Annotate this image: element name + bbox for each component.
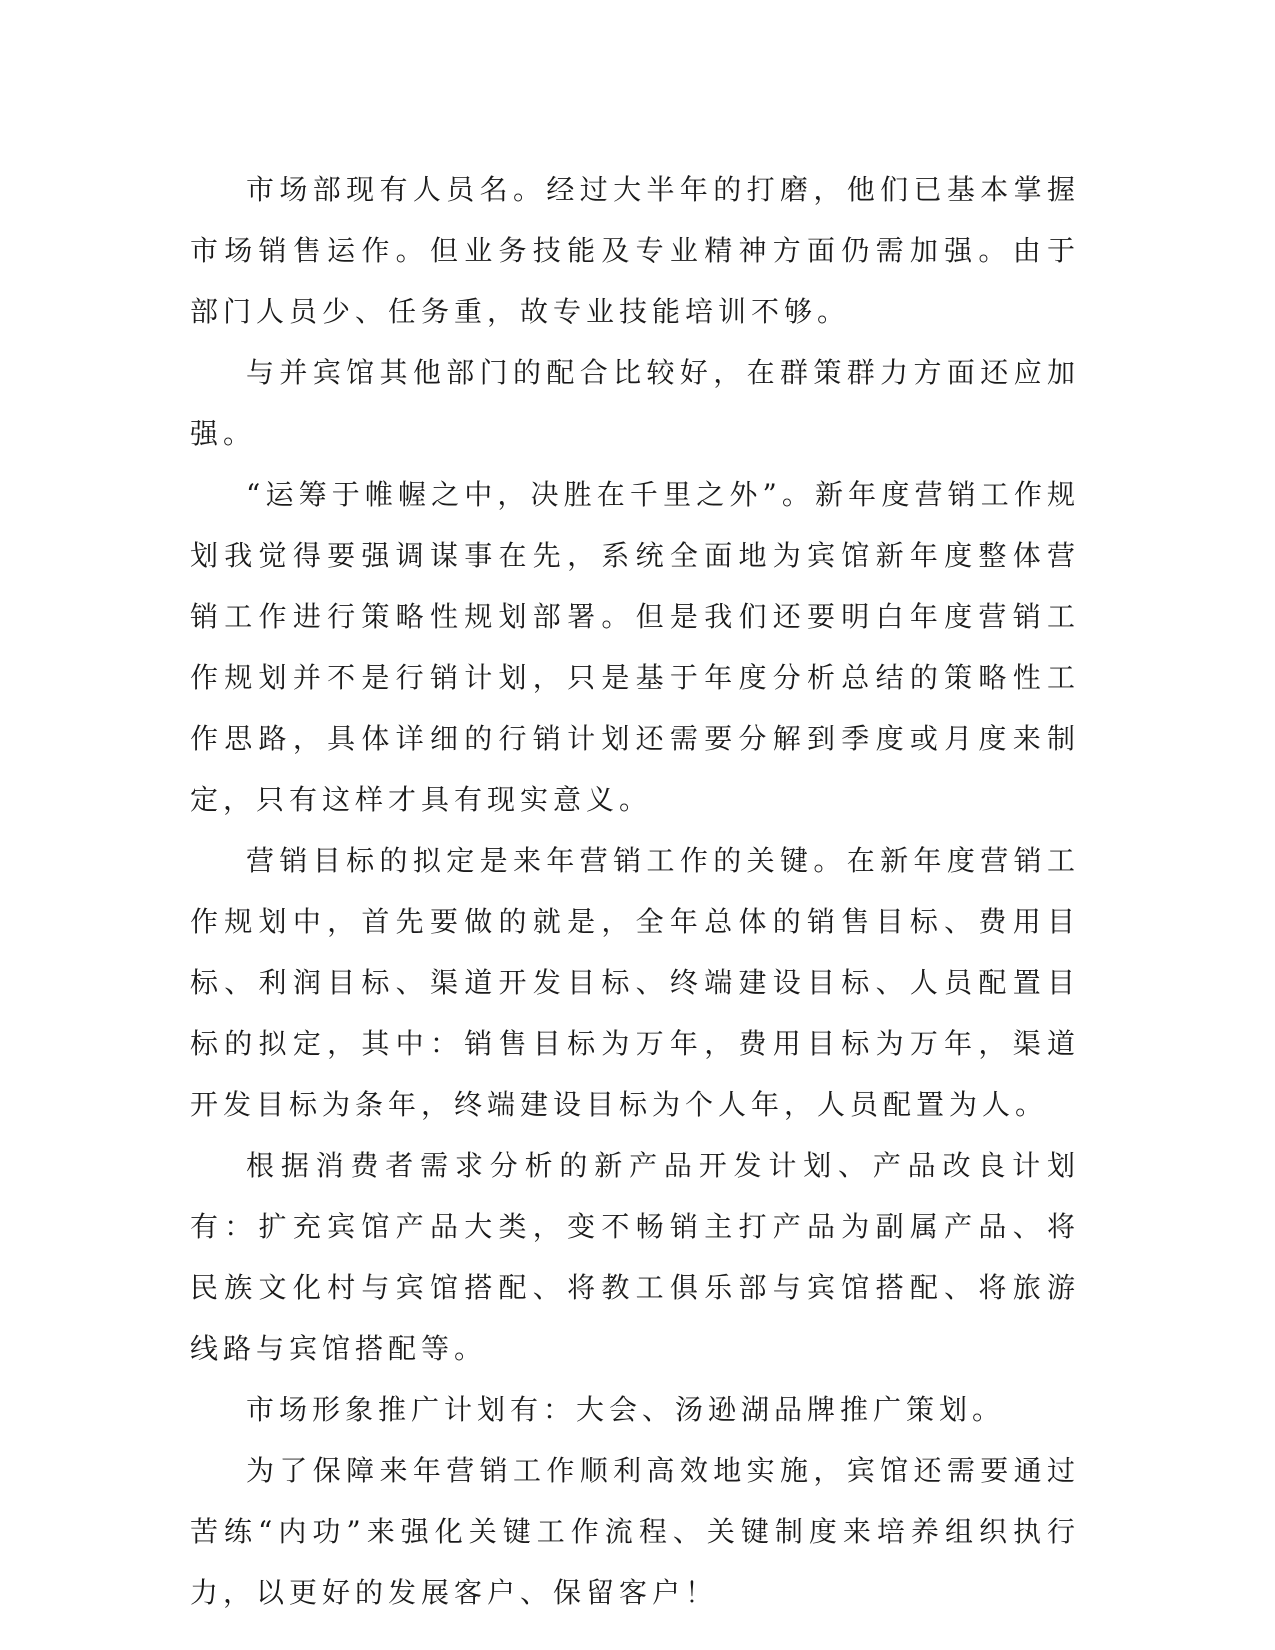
paragraph: 营销目标的拟定是来年营销工作的关键。在新年度营销工作规划中，首先要做的就是，全年总体的销售目标、费用目标、利润目标、渠道开发目标、终端建设目标、人员配置目标的拟定，其中：销售目标为万年，费用目标为万年，渠道开发目标为条年，终端建设目标为个人年，人员配置为人。 [190,844,1080,1121]
paragraph: 市场形象推广计划有：大会、汤逊湖品牌推广策划。 [246,1393,1006,1426]
document-body [190,159,1080,1623]
paragraph: 市场部现有人员名。经过大半年的打磨，他们已基本掌握市场销售运作。但业务技能及专业精神方面仍需加强。由于部门人员少、任务重，故专业技能培训不够。 [190,173,1080,328]
paragraph: “运筹于帷幄之中，决胜在千里之外”。新年度营销工作规划我觉得要强调谋事在先，系统全面地为宾馆新年度整体营销工作进行策略性规划部署。但是我们还要明白年度营销工作规划并不是行销计划，只是基于年度分析总结的策略性工作思路，具体详细的行销计划还需要分解到季度或月度来制定，只有这样才具有现实意义。 [190,478,1080,816]
paragraph: 与并宾馆其他部门的配合比较好，在群策群力方面还应加强。 [190,356,1080,450]
paragraph: 为了保障来年营销工作顺利高效地实施，宾馆还需要通过苦练“内功”来强化关键工作流程、关键制度来培养组织执行力，以更好的发展客户、保留客户！ [190,1454,1080,1609]
paragraph: 根据消费者需求分析的新产品开发计划、产品改良计划有：扩充宾馆产品大类，变不畅销主打产品为副属产品、将民族文化村与宾馆搭配、将教工俱乐部与宾馆搭配、将旅游线路与宾馆搭配等。 [190,1149,1080,1365]
